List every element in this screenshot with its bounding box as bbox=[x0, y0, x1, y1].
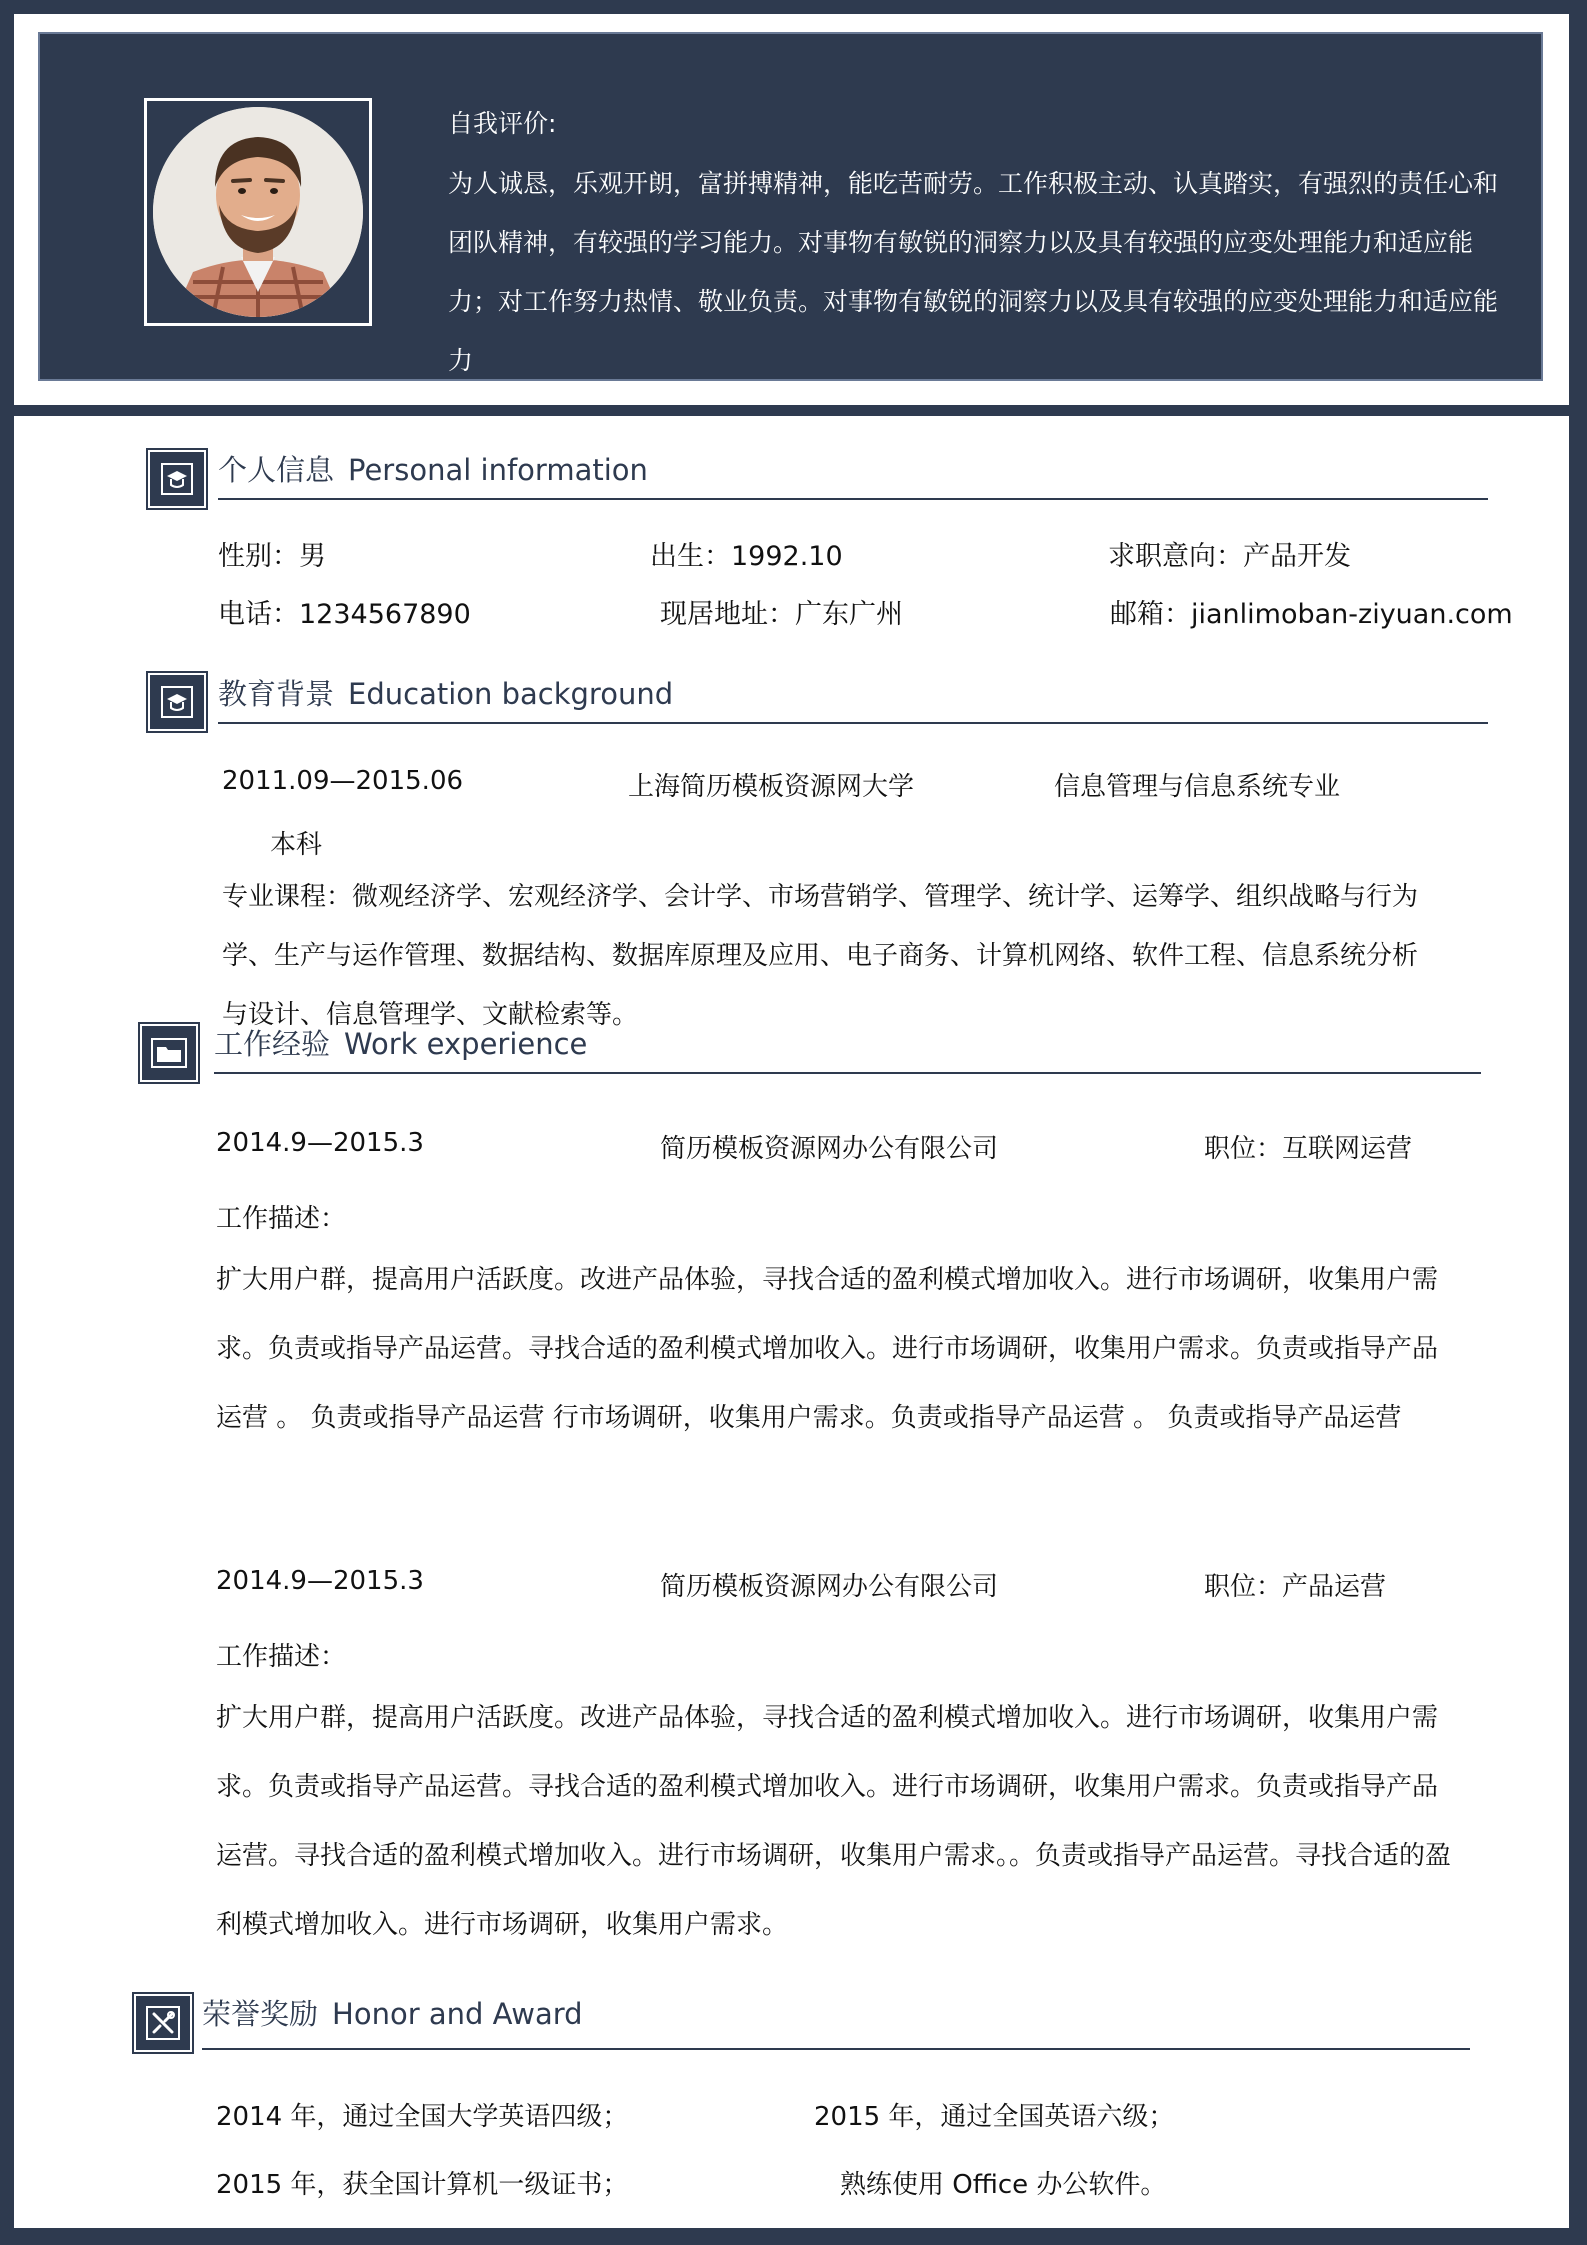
job-desc-label: 工作描述： bbox=[216, 1642, 347, 1672]
job-desc-label: 工作描述： bbox=[216, 1204, 347, 1234]
self-evaluation-card bbox=[14, 14, 1569, 405]
job-company: 简历模板资源网办公有限公司 bbox=[660, 1572, 999, 1602]
section-title-en: Education background bbox=[348, 677, 674, 711]
gender-field: 性别：男 bbox=[218, 541, 326, 572]
self-evaluation-panel bbox=[38, 32, 1543, 381]
education-major: 信息管理与信息系统专业 bbox=[1054, 772, 1341, 802]
job-period: 2014.9—2015.3 bbox=[216, 1128, 424, 1158]
job-period: 2014.9—2015.3 bbox=[216, 1566, 424, 1596]
personal-info-section-title bbox=[218, 448, 648, 489]
avatar bbox=[153, 107, 363, 317]
job-intent-field: 求职意向：产品开发 bbox=[1108, 541, 1351, 572]
section-title-en: Honor and Award bbox=[332, 1997, 583, 2031]
education-section-title bbox=[218, 672, 673, 713]
job-position: 职位：互联网运营 bbox=[1204, 1134, 1413, 1164]
education-period: 2011.09—2015.06 bbox=[222, 766, 464, 796]
email-field: 邮箱：jianlimoban-ziyuan.com bbox=[1110, 599, 1513, 630]
honor-item: 熟练使用 Office 办公软件。 bbox=[840, 2170, 1167, 2200]
birth-field: 出生：1992.10 bbox=[650, 541, 843, 572]
section-divider bbox=[202, 2048, 1470, 2050]
honor-section-title bbox=[202, 1992, 583, 2033]
job-position: 职位：产品运营 bbox=[1204, 1572, 1387, 1602]
graduation-cap-icon bbox=[148, 673, 206, 731]
section-title-en: Personal information bbox=[348, 453, 648, 487]
education-courses: 专业课程：微观经济学、宏观经济学、会计学、市场营销学、管理学、统计学、运筹学、组织战略与行为学、生产与运作管理、数据结构、数据库原理及应用、电子商务、计算机网络、软件工程、信息系统分析与设计、信息管理学、文献检索等。 bbox=[222, 882, 1419, 1030]
honor-item: 2015 年，通过全国英语六级； bbox=[814, 2102, 1175, 2132]
job-description: 扩大用户群，提高用户活跃度。改进产品体验，寻找合适的盈利模式增加收入。进行市场调研，收集用户需求。负责或指导产品运营。寻找合适的盈利模式增加收入。进行市场调研，收集用户需求。负责或指导产品运营。寻找合适的盈利模式增加收入。进行市场调研，收集用户需求。。负责或指导产品运营。寻找合适的盈利模式增加收入。进行市场调研，收集用户需求。 bbox=[216, 1703, 1452, 1940]
honor-item: 2015 年，获全国计算机一级证书； bbox=[216, 2170, 629, 2200]
section-divider bbox=[218, 722, 1488, 724]
education-degree: 本科 bbox=[270, 830, 323, 860]
section-title-cn: 教育背景 bbox=[218, 677, 335, 711]
job-description: 扩大用户群，提高用户活跃度。改进产品体验，寻找合适的盈利模式增加收入。进行市场调研，收集用户需求。负责或指导产品运营。寻找合适的盈利模式增加收入。进行市场调研，收集用户需求。负责或指导产品运营 。 负责或指导产品运营 行市场调研，收集用户需求。负责或指导产品运营 。 负责或指导产品运营 bbox=[216, 1265, 1439, 1433]
avatar-frame bbox=[144, 98, 372, 326]
education-school: 上海简历模板资源网大学 bbox=[628, 772, 915, 802]
work-section-title bbox=[214, 1022, 587, 1063]
folder-icon bbox=[140, 1024, 198, 1082]
phone-field: 电话：1234567890 bbox=[218, 599, 471, 630]
self-evaluation-text: 为人诚恳，乐观开朗，富拼搏精神，能吃苦耐劳。工作积极主动、认真踏实，有强烈的责任心和团队精神，有较强的学习能力。对事物有敏锐的洞察力以及具有较强的应变处理能力和适应能力；对工作努力热情、敬业负责。对事物有敏锐的洞察力以及具有较强的应变处理能力和适应能力 bbox=[448, 169, 1499, 375]
section-divider bbox=[214, 1072, 1481, 1074]
graduation-cap-icon bbox=[148, 450, 206, 508]
avatar-portrait bbox=[153, 107, 363, 317]
section-divider bbox=[218, 498, 1488, 500]
section-title-cn: 荣誉奖励 bbox=[202, 1997, 319, 2031]
address-field: 现居地址：广东广州 bbox=[660, 599, 903, 630]
section-title-cn: 个人信息 bbox=[218, 453, 335, 487]
job-company: 简历模板资源网办公有限公司 bbox=[660, 1134, 999, 1164]
resume-main-card bbox=[14, 416, 1569, 2228]
tools-icon bbox=[134, 1994, 192, 2052]
self-evaluation-title: 自我评价: bbox=[448, 109, 557, 138]
honor-item: 2014 年，通过全国大学英语四级； bbox=[216, 2102, 629, 2132]
section-title-en: Work experience bbox=[344, 1027, 588, 1061]
section-title-cn: 工作经验 bbox=[214, 1027, 331, 1061]
